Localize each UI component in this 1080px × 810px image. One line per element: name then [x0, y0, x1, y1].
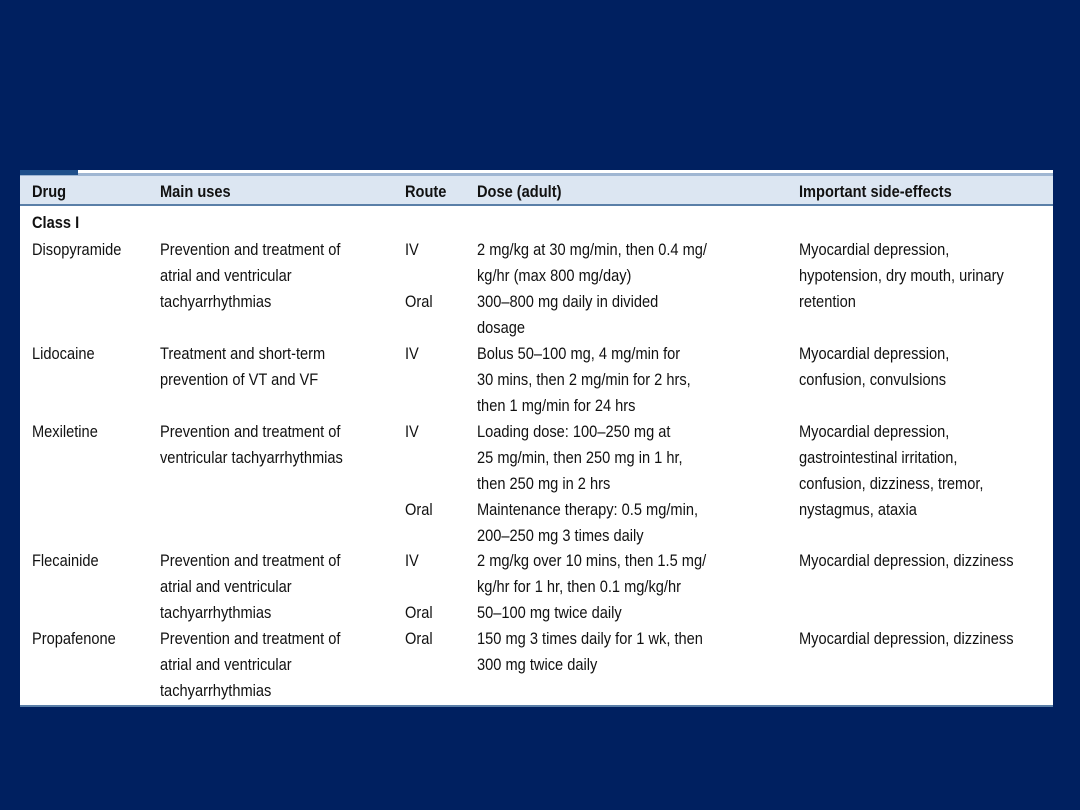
header-side-effects: Important side-effects: [799, 182, 952, 201]
main-uses: Prevention and treatment of ventricular tachyarrhythmias: [160, 422, 343, 467]
group-label-class-i: Class I: [32, 213, 80, 232]
header-dose: Dose (adult): [477, 182, 562, 201]
drug-name: Lidocaine: [32, 344, 95, 363]
dose: 50–100 mg twice daily: [477, 603, 622, 622]
header-route: Route: [405, 182, 447, 201]
header-main-uses: Main uses: [160, 182, 231, 201]
drug-name: Disopyramide: [32, 240, 122, 259]
route: Oral: [405, 603, 433, 622]
route: IV: [405, 551, 419, 570]
dose: Loading dose: 100–250 mg at 25 mg/min, then 250 mg in 1 hr, then 250 mg in 2 hrs: [477, 422, 683, 493]
table-tab-marker: [20, 170, 78, 175]
dose: 150 mg 3 times daily for 1 wk, then 300 mg twice daily: [477, 629, 703, 674]
side-effects: Myocardial depression, gastrointestinal irritation, confusion, dizziness, tremor, nystagmus, ataxia: [799, 422, 984, 519]
side-effects: Myocardial depression, confusion, convulsions: [799, 344, 950, 389]
route: Oral: [405, 629, 433, 648]
route: IV: [405, 422, 419, 441]
dose: Bolus 50–100 mg, 4 mg/min for 30 mins, then 2 mg/min for 2 hrs, then 1 mg/min for 24 hrs: [477, 344, 691, 415]
dose: 2 mg/kg over 10 mins, then 1.5 mg/ kg/hr for 1 hr, then 0.1 mg/kg/hr: [477, 551, 707, 596]
side-effects: Myocardial depression, hypotension, dry mouth, urinary retention: [799, 240, 1004, 311]
main-uses: Prevention and treatment of atrial and ventricular tachyarrhythmias: [160, 551, 341, 622]
route: Oral: [405, 500, 433, 519]
dose: 2 mg/kg at 30 mg/min, then 0.4 mg/ kg/hr (max 800 mg/day): [477, 240, 707, 285]
dose: 300–800 mg daily in divided dosage: [477, 292, 659, 337]
drug-name: Mexiletine: [32, 422, 98, 441]
main-uses: Prevention and treatment of atrial and ventricular tachyarrhythmias: [160, 240, 341, 311]
route: IV: [405, 344, 419, 363]
drug-name: Propafenone: [32, 629, 116, 648]
side-effects: Myocardial depression, dizziness: [799, 629, 1014, 648]
drug-name: Flecainide: [32, 551, 99, 570]
header-drug: Drug: [32, 182, 67, 201]
main-uses: Treatment and short-term prevention of VT and VF: [160, 344, 326, 389]
route: IV: [405, 240, 419, 259]
drug-table: [20, 170, 1053, 707]
main-uses: Prevention and treatment of atrial and ventricular tachyarrhythmias: [160, 629, 341, 700]
side-effects: Myocardial depression, dizziness: [799, 551, 1014, 570]
route: Oral: [405, 292, 433, 311]
dose: Maintenance therapy: 0.5 mg/min, 200–250 mg 3 times daily: [477, 500, 699, 545]
table-header-row: [20, 173, 1053, 206]
